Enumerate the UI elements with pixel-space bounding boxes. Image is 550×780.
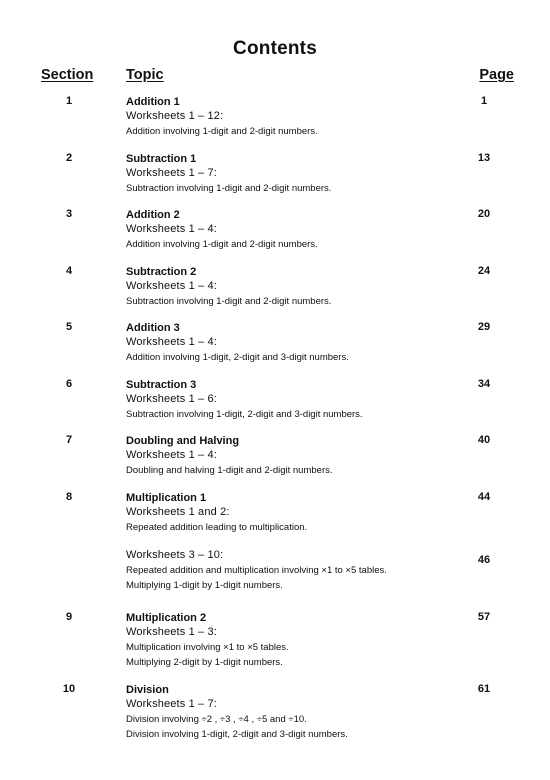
worksheet-range: Worksheets 1 – 7: xyxy=(126,698,218,710)
topic-block xyxy=(126,152,486,196)
worksheet-range: Worksheets 1 – 4: xyxy=(126,280,218,292)
page-number: 40 xyxy=(477,434,491,446)
worksheet-range: Worksheets 1 – 4: xyxy=(126,449,218,461)
section-column-header: Section xyxy=(41,67,94,83)
page-number: 57 xyxy=(477,611,491,623)
topic-description: Subtraction involving 1-digit, 2-digit and 3-digit numbers. xyxy=(126,409,363,420)
section-number: 6 xyxy=(65,378,73,390)
topic-description-line-2: Multiplying 1-digit by 1-digit numbers. xyxy=(126,580,283,591)
worksheet-range: Worksheets 1 – 7: xyxy=(126,167,218,179)
section-number: 3 xyxy=(65,208,73,220)
topic-description: Subtraction involving 1-digit and 2-digit numbers. xyxy=(126,183,332,194)
topic-title: Addition 2 xyxy=(126,209,180,221)
topic-title: Subtraction 1 xyxy=(126,153,197,165)
page-title: Contents xyxy=(233,38,317,59)
topic-title: Multiplication 1 xyxy=(126,492,207,504)
topic-column-header: Topic xyxy=(126,67,164,83)
topic-description: Doubling and halving 1-digit and 2-digit numbers. xyxy=(126,465,333,476)
section-number: 7 xyxy=(65,434,73,446)
topic-title: Division xyxy=(126,684,169,696)
worksheet-range: Worksheets 1 – 4: xyxy=(126,223,218,235)
topic-description: Multiplication involving ×1 to ×5 tables. xyxy=(126,642,289,653)
topic-block xyxy=(126,611,486,670)
topic-description-line-2: Division involving 1-digit, 2-digit and 3-digit numbers. xyxy=(126,729,348,740)
page-number: 46 xyxy=(477,554,491,566)
page-number: 13 xyxy=(477,152,491,164)
topic-description: Repeated addition and multiplication involving ×1 to ×5 tables. xyxy=(126,565,387,576)
topic-block xyxy=(126,434,486,478)
section-number: 2 xyxy=(65,152,73,164)
page-number: 24 xyxy=(477,265,491,277)
worksheet-range: Worksheets 1 – 6: xyxy=(126,393,218,405)
worksheet-range: Worksheets 1 – 3: xyxy=(126,626,218,638)
page-number: 20 xyxy=(477,208,491,220)
topic-block xyxy=(126,683,486,742)
section-number: 10 xyxy=(62,683,76,695)
topic-block xyxy=(126,548,486,593)
topic-title: Addition 3 xyxy=(126,322,180,334)
section-number: 9 xyxy=(65,611,73,623)
topic-title: Multiplication 2 xyxy=(126,612,207,624)
section-number: 8 xyxy=(65,491,73,503)
page-number: 34 xyxy=(477,378,491,390)
topic-title: Doubling and Halving xyxy=(126,435,240,447)
topic-block xyxy=(126,378,486,422)
topic-description: Addition involving 1-digit and 2-digit numbers. xyxy=(126,126,318,137)
topic-block xyxy=(126,95,486,139)
section-number: 5 xyxy=(65,321,73,333)
section-number: 1 xyxy=(65,95,73,107)
page-column-header: Page xyxy=(479,67,514,83)
page-number: 61 xyxy=(477,683,491,695)
topic-description: Addition involving 1-digit and 2-digit numbers. xyxy=(126,239,318,250)
page-number: 29 xyxy=(477,321,491,333)
topic-description: Addition involving 1-digit, 2-digit and 3-digit numbers. xyxy=(126,352,349,363)
topic-description: Subtraction involving 1-digit and 2-digit numbers. xyxy=(126,296,332,307)
topic-block xyxy=(126,491,486,535)
topic-block xyxy=(126,321,486,365)
worksheet-range: Worksheets 1 – 12: xyxy=(126,110,224,122)
topic-description: Division involving ÷2 , ÷3 , ÷4 , ÷5 and ÷10. xyxy=(126,714,307,725)
topic-title: Subtraction 2 xyxy=(126,266,197,278)
worksheet-range: Worksheets 3 – 10: xyxy=(126,549,224,561)
topic-block xyxy=(126,265,486,309)
topic-description: Repeated addition leading to multiplication. xyxy=(126,522,308,533)
section-number: 4 xyxy=(65,265,73,277)
worksheet-range: Worksheets 1 and 2: xyxy=(126,506,230,518)
topic-description-line-2: Multiplying 2-digit by 1-digit numbers. xyxy=(126,657,283,668)
topic-title: Addition 1 xyxy=(126,96,180,108)
topic-title: Subtraction 3 xyxy=(126,379,197,391)
worksheet-range: Worksheets 1 – 4: xyxy=(126,336,218,348)
page-number: 44 xyxy=(477,491,491,503)
page-number: 1 xyxy=(480,95,488,107)
topic-block xyxy=(126,208,486,252)
